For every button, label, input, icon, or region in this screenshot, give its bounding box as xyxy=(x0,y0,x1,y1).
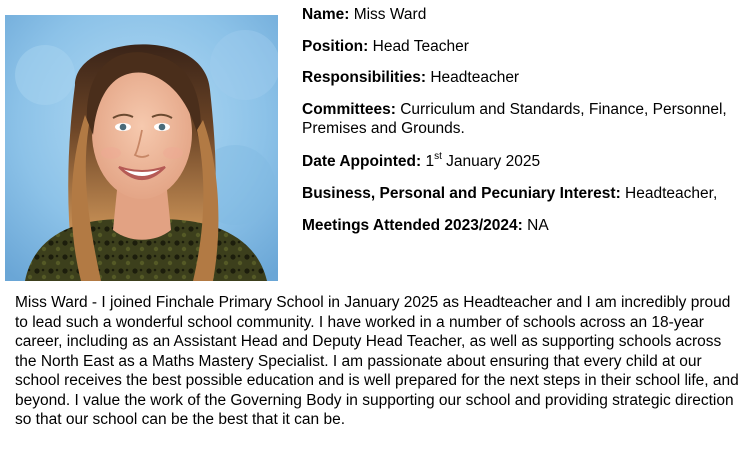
position-label: Position: xyxy=(302,38,369,55)
date-appointed-suffix: st xyxy=(434,150,442,162)
date-appointed-day: 1 xyxy=(425,153,435,170)
portrait-photo-icon xyxy=(5,15,278,281)
interest-value: Headteacher, xyxy=(625,185,718,202)
date-appointed-rest: January 2025 xyxy=(446,153,541,170)
responsibilities-label: Responsibilities: xyxy=(302,69,427,86)
biography-lead: Miss Ward - xyxy=(15,294,102,311)
position-row xyxy=(302,37,469,56)
name-label: Name: xyxy=(302,6,350,23)
portrait-photo xyxy=(5,15,278,281)
interest-label: Business, Personal and Pecuniary Interest: xyxy=(302,185,621,202)
meetings-value: NA xyxy=(527,217,549,234)
date-appointed-label: Date Appointed: xyxy=(302,153,422,170)
responsibilities-value: Headteacher xyxy=(430,69,520,86)
meetings-label: Meetings Attended 2023/2024: xyxy=(302,217,523,234)
biography xyxy=(15,293,740,430)
meetings-row xyxy=(302,216,549,235)
date-appointed-row xyxy=(302,152,540,171)
committees-row xyxy=(302,100,732,138)
name-value: Miss Ward xyxy=(353,6,427,23)
committees-value: Curriculum and Standards, Finance, Personnel, Premises and Grounds. xyxy=(302,101,727,137)
interest-row xyxy=(302,184,717,203)
name-row xyxy=(302,5,426,24)
position-value: Head Teacher xyxy=(372,38,469,55)
responsibilities-row xyxy=(302,68,519,87)
biography-text: I joined Finchale Primary School in January 2025 as Headteacher and I am incredibly proud to lead such a wonderful school community. I have worked in a number of schools across an 18-year career, including as an Assistant Head and Deputy Head Teacher, as well as supporting schools across the North East as a Maths Mastery Specialist. I am passionate about ensuring that every child at our school receives the best possible education and is well prepared for the next steps in their school life, and beyond. I value the work of the Governing Body in supporting our school and providing strategic direction so that our school can be the best that it can be. xyxy=(15,294,739,428)
committees-label: Committees: xyxy=(302,101,396,118)
